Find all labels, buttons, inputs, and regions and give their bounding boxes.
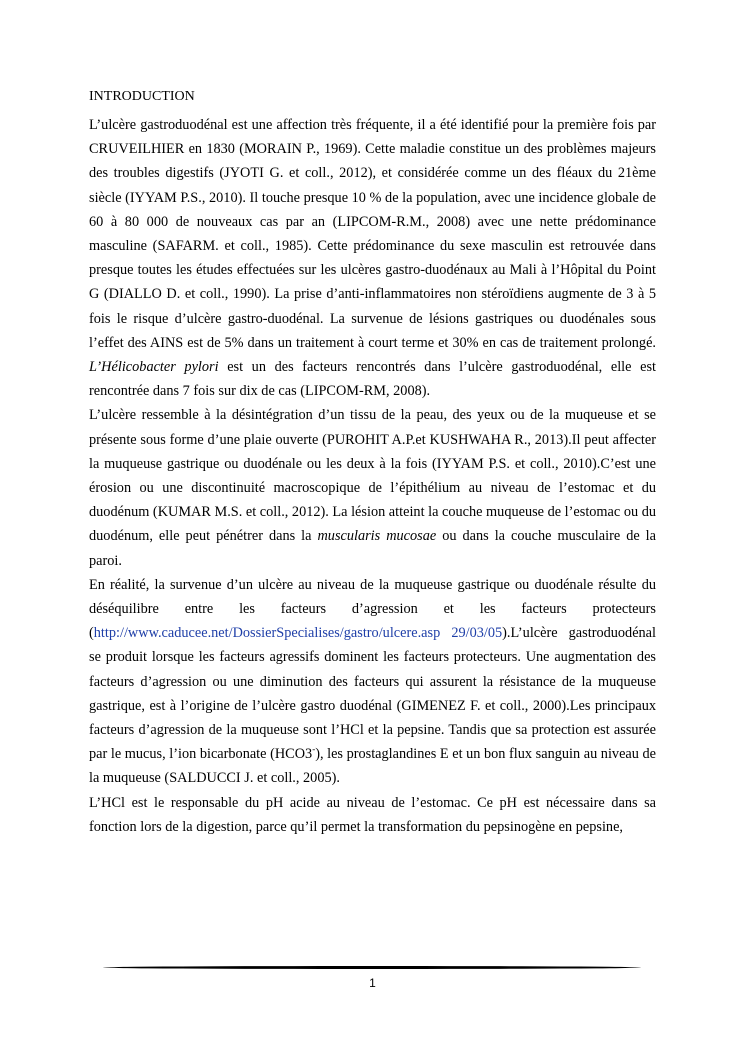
paragraph-3-text-c: ), les prostaglandines E et un bon flux sanguin au niveau de la muqueuse (SALDUCCI J. et coll., 2005). <box>89 746 656 787</box>
document-body <box>89 86 656 839</box>
paragraph-1 <box>89 113 656 403</box>
page-number: 1 <box>369 976 376 990</box>
paragraph-2-italic-term: muscularis mucosae <box>317 528 437 545</box>
section-heading: INTRODUCTION <box>89 89 195 104</box>
paragraph-2-text-c: ou dans la couche musculaire de la paroi. <box>89 528 656 569</box>
paragraph-3-text-b: ).L’ulcère gastroduodénal se produit lorsque les facteurs agressifs dominent les facteurs protecteurs. Une augmentation des facteurs d’agression ou une diminution des facteurs qui assurent la résistance de la muqueuse gastrique, est à l’origine de l’ulcère gastro duodénal (GIMENEZ F. et coll., 2000).Les principaux facteurs d’agression de la muqueuse sont l’HCl et la pepsine. Tandis que sa protection est assurée par le mucus, l’ion bicarbonate (HCO3 <box>89 625 657 763</box>
superscript-minus: - <box>312 744 316 755</box>
reference-link[interactable]: http://www.caducee.net/DossierSpecialises/gastro/ulcere.asp <box>93 625 441 642</box>
paragraph-2 <box>89 403 656 572</box>
paragraph-1-text-c: est un des facteurs rencontrés dans l’ulcère gastroduodénal, elle est rencontrée dans 7 fois sur dix de cas (LIPCOM-RM, 2008). <box>89 359 656 400</box>
paragraph-3-text-a: En réalité, la survenue d’un ulcère au niveau de la muqueuse gastrique ou duodénale résulte du déséquilibre entre les facteurs d’agression et les facteurs protecteurs ( <box>89 576 656 642</box>
paragraph-1-italic-term: L’Hélicobacter pylori <box>89 359 219 376</box>
paragraph-1-text-a: L’ulcère gastroduodénal est une affection très fréquente, il a été identifié pour la première fois par CRUVEILHIER en 1830 (MORAIN P., 1969). Cette maladie constitue un des problèmes majeurs des troubles digestifs (JYOTI G. et coll., 2012), et considérée comme un des fléaux du 21ème siècle (IYYAM P.S., 2010). Il touche presque 10 % de la population, avec une incidence globale de 60 à 80 000 de nouveaux cas par an (LIPCOM-R.M., 2008) avec une nette prédominance masculine (SAFARM. et coll., 1985). Cette prédominance du sexe masculin est retrouvée dans presque toutes les études effectuées sur les ulcères gastro-duodénaux au Mali à l’Hôpital du Point G (DIALLO D. et coll., 1990). La prise d’anti-inflammatoires non stéroïdiens augmente de 3 à 5 fois le risque d’ulcère gastro-duodénal. La survenue de lésions gastriques ou duodénales sous l’effet des AINS est de 5% dans un traitement à court terme et 30% en cas de traitement prolongé. <box>89 117 656 351</box>
paragraph-3 <box>89 573 656 791</box>
footer-divider <box>103 966 641 969</box>
paragraph-2-text-a: L’ulcère ressemble à la désintégration d’un tissu de la peau, des yeux ou de la muqueuse et se présente sous forme d’une plaie ouverte (PUROHIT A.P.et KUSHWAHA R., 2013).Il peut affecter la muqueuse gastrique ou duodénale ou les deux à la fois (IYYAM P.S. et coll., 2010).C’est une érosion ou une discontinuité macroscopique de l’épithélium au niveau de l’estomac et du duodénum (KUMAR M.S. et coll., 2012). La lésion atteint la couche muqueuse de l’estomac ou du duodénum, elle peut pénétrer dans la <box>89 407 656 545</box>
reference-date[interactable]: 29/03/05 <box>451 625 503 642</box>
paragraph-4-text-a: L’HCl est le responsable du pH acide au niveau de l’estomac. Ce pH est nécessaire dans sa fonction lors de la digestion, parce qu’il permet la transformation du pepsinogène en pepsine, <box>89 794 656 835</box>
paragraph-4 <box>89 791 656 839</box>
